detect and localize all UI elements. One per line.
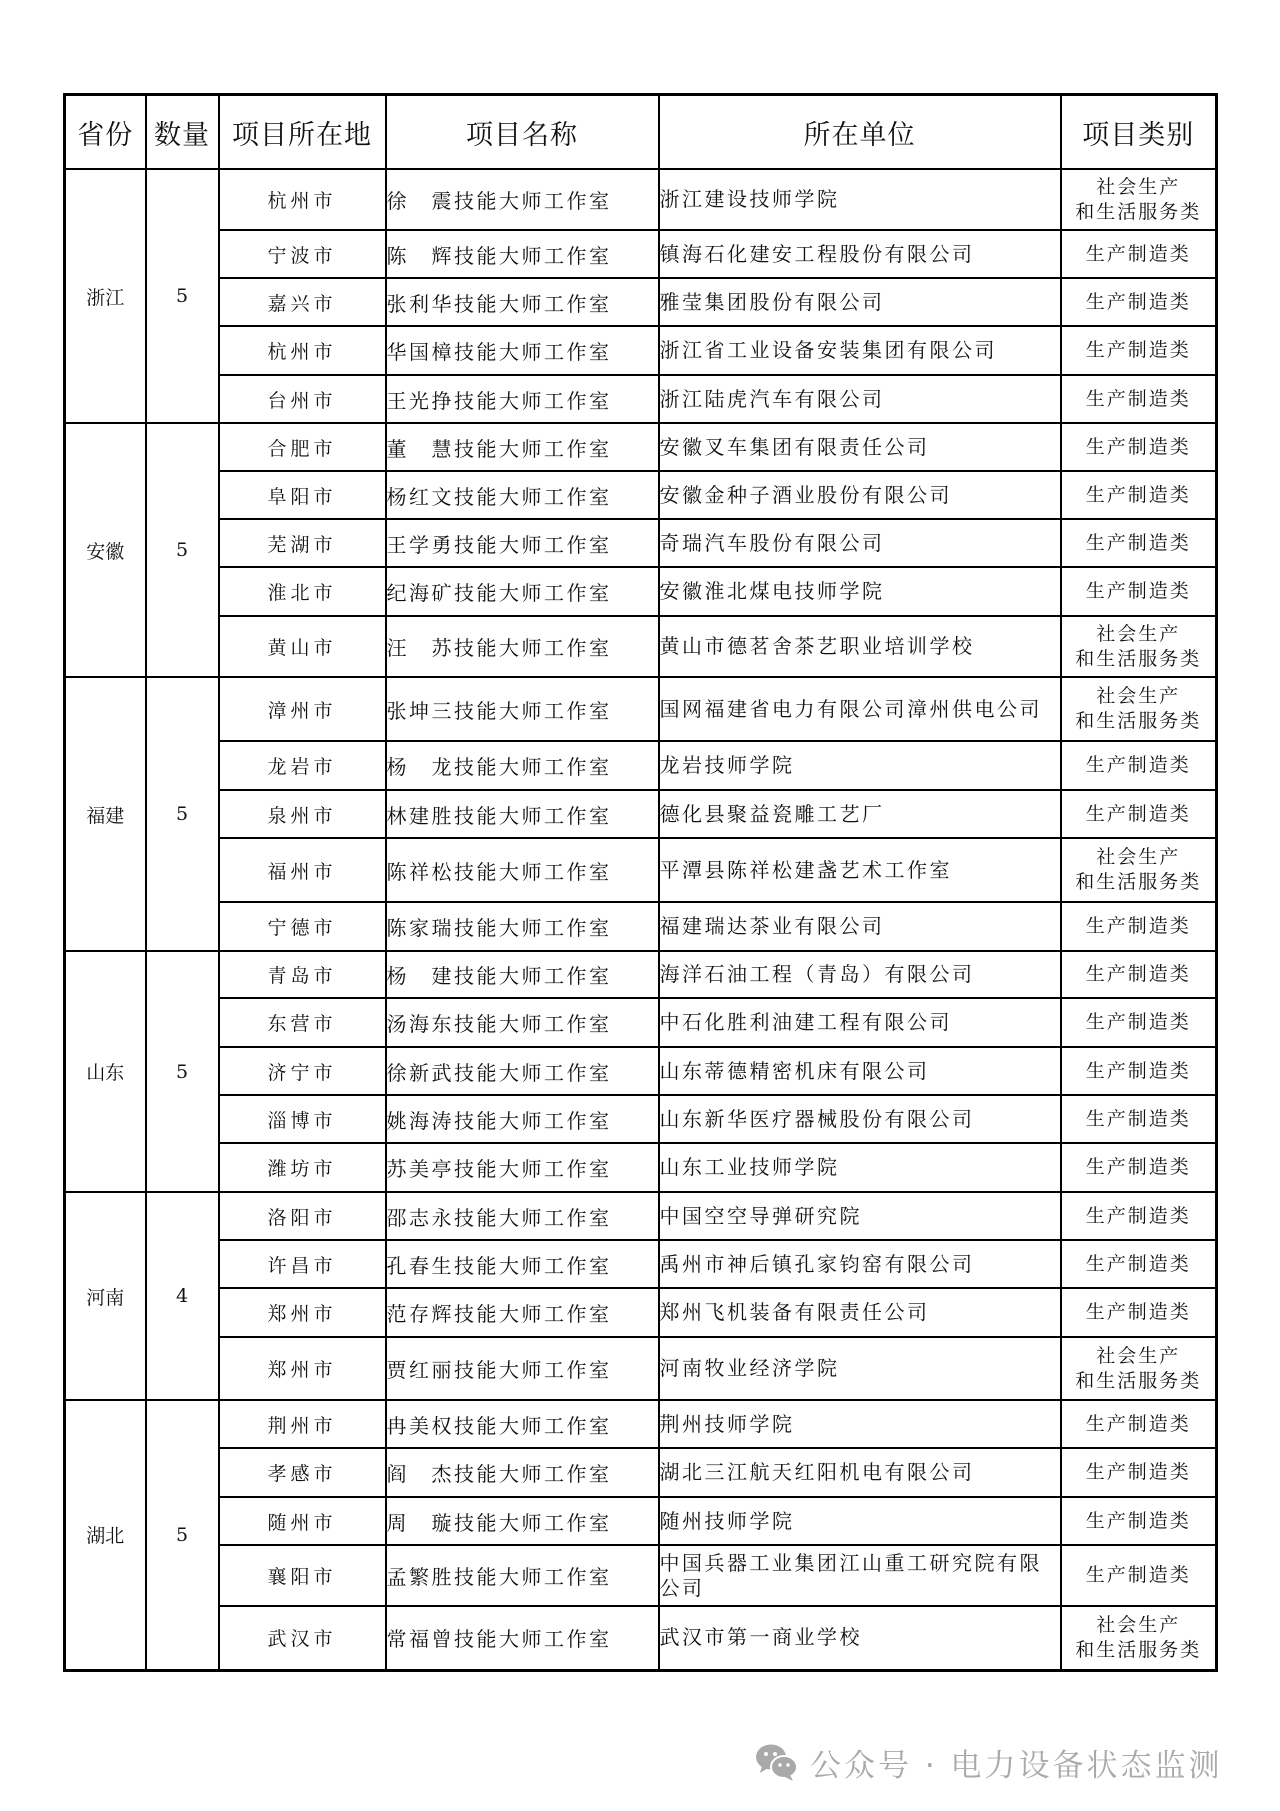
category-cell: 生产制造类 (1061, 471, 1217, 519)
category-cell: 生产制造类 (1061, 278, 1217, 326)
table-row (65, 278, 1217, 326)
city-cell: 杭州市 (219, 326, 386, 375)
count-cell: 5 (146, 951, 219, 1192)
project-name-cell: 陈家瑞技能大师工作室 (386, 902, 659, 951)
category-cell: 生产制造类 (1061, 1400, 1217, 1448)
unit-cell: 国网福建省电力有限公司漳州供电公司 (659, 677, 1061, 741)
city-cell: 淄博市 (219, 1095, 386, 1143)
table-row (65, 1497, 1217, 1545)
table-row (65, 998, 1217, 1047)
project-name-cell: 华国樟技能大师工作室 (386, 326, 659, 375)
city-cell: 武汉市 (219, 1606, 386, 1670)
city-cell: 嘉兴市 (219, 278, 386, 326)
category-cell: 生产制造类 (1061, 1545, 1217, 1606)
table-row (65, 375, 1217, 423)
header-location: 项目所在地 (219, 95, 386, 170)
table-row (65, 1095, 1217, 1143)
count-cell: 4 (146, 1192, 219, 1400)
project-name-cell: 常福曾技能大师工作室 (386, 1606, 659, 1670)
category-cell: 生产制造类 (1061, 1288, 1217, 1337)
project-name-cell: 贾红丽技能大师工作室 (386, 1337, 659, 1400)
city-cell: 泉州市 (219, 790, 386, 838)
unit-cell: 德化县聚益瓷雕工艺厂 (659, 790, 1061, 838)
unit-cell: 随州技师学院 (659, 1497, 1061, 1545)
province-cell: 浙江 (65, 169, 146, 423)
unit-cell: 湖北三江航天红阳机电有限公司 (659, 1448, 1061, 1497)
unit-cell: 海洋石油工程（青岛）有限公司 (659, 951, 1061, 998)
city-cell: 龙岩市 (219, 741, 386, 790)
table-row (65, 1047, 1217, 1095)
unit-cell: 平潭县陈祥松建盏艺术工作室 (659, 838, 1061, 902)
watermark-text: 公众号 · 电力设备状态监测 (810, 1747, 1223, 1784)
count-cell: 5 (146, 1400, 219, 1670)
project-name-cell: 阎 杰技能大师工作室 (386, 1448, 659, 1497)
unit-cell: 黄山市德茗舍茶艺职业培训学校 (659, 616, 1061, 677)
category-cell: 生产制造类 (1061, 902, 1217, 951)
category-cell: 社会生产 和生活服务类 (1061, 1337, 1217, 1400)
project-name-cell: 杨 建技能大师工作室 (386, 951, 659, 998)
city-cell: 随州市 (219, 1497, 386, 1545)
wechat-icon (754, 1742, 800, 1782)
header-project-name: 项目名称 (386, 95, 659, 170)
city-cell: 合肥市 (219, 423, 386, 471)
count-cell: 5 (146, 677, 219, 951)
header-province: 省份 (65, 95, 146, 170)
unit-cell: 中国兵器工业集团江山重工研究院有限公司 (659, 1545, 1061, 1606)
category-cell: 社会生产 和生活服务类 (1061, 677, 1217, 741)
province-cell: 河南 (65, 1192, 146, 1400)
table-row (65, 1545, 1217, 1606)
table-row (65, 838, 1217, 902)
table-row (65, 230, 1217, 278)
table-row (65, 1143, 1217, 1192)
city-cell: 济宁市 (219, 1047, 386, 1095)
project-name-cell: 徐新武技能大师工作室 (386, 1047, 659, 1095)
header-count: 数量 (146, 95, 219, 170)
table-row (65, 790, 1217, 838)
table-row (65, 169, 1217, 230)
table-row (65, 1448, 1217, 1497)
city-cell: 东营市 (219, 998, 386, 1047)
category-cell: 生产制造类 (1061, 1497, 1217, 1545)
count-cell: 5 (146, 169, 219, 423)
table-header-row (65, 95, 1217, 170)
category-cell: 生产制造类 (1061, 1192, 1217, 1240)
project-name-cell: 纪海矿技能大师工作室 (386, 567, 659, 616)
table-row (65, 677, 1217, 741)
project-name-cell: 陈祥松技能大师工作室 (386, 838, 659, 902)
category-cell: 生产制造类 (1061, 326, 1217, 375)
table-row (65, 326, 1217, 375)
project-name-cell: 苏美亭技能大师工作室 (386, 1143, 659, 1192)
city-cell: 宁波市 (219, 230, 386, 278)
table-row (65, 423, 1217, 471)
project-name-cell: 冉美权技能大师工作室 (386, 1400, 659, 1448)
unit-cell: 浙江陆虎汽车有限公司 (659, 375, 1061, 423)
unit-cell: 安徽叉车集团有限责任公司 (659, 423, 1061, 471)
project-name-cell: 陈 辉技能大师工作室 (386, 230, 659, 278)
table-row (65, 902, 1217, 951)
unit-cell: 中石化胜利油建工程有限公司 (659, 998, 1061, 1047)
unit-cell: 浙江省工业设备安装集团有限公司 (659, 326, 1061, 375)
unit-cell: 山东蒂德精密机床有限公司 (659, 1047, 1061, 1095)
project-name-cell: 汪 苏技能大师工作室 (386, 616, 659, 677)
unit-cell: 河南牧业经济学院 (659, 1337, 1061, 1400)
category-cell: 社会生产 和生活服务类 (1061, 169, 1217, 230)
province-cell: 福建 (65, 677, 146, 951)
city-cell: 福州市 (219, 838, 386, 902)
city-cell: 孝感市 (219, 1448, 386, 1497)
unit-cell: 山东工业技师学院 (659, 1143, 1061, 1192)
table-body (65, 169, 1217, 1670)
table-row (65, 616, 1217, 677)
city-cell: 阜阳市 (219, 471, 386, 519)
category-cell: 生产制造类 (1061, 567, 1217, 616)
table-row (65, 741, 1217, 790)
city-cell: 芜湖市 (219, 519, 386, 567)
project-name-cell: 董 慧技能大师工作室 (386, 423, 659, 471)
project-name-cell: 徐 震技能大师工作室 (386, 169, 659, 230)
category-cell: 社会生产 和生活服务类 (1061, 1606, 1217, 1670)
category-cell: 生产制造类 (1061, 951, 1217, 998)
table-row (65, 951, 1217, 998)
city-cell: 杭州市 (219, 169, 386, 230)
unit-cell: 龙岩技师学院 (659, 741, 1061, 790)
city-cell: 淮北市 (219, 567, 386, 616)
category-cell: 社会生产 和生活服务类 (1061, 838, 1217, 902)
city-cell: 郑州市 (219, 1288, 386, 1337)
table-row (65, 519, 1217, 567)
project-name-cell: 孟繁胜技能大师工作室 (386, 1545, 659, 1606)
project-name-cell: 范存辉技能大师工作室 (386, 1288, 659, 1337)
category-cell: 社会生产 和生活服务类 (1061, 616, 1217, 677)
city-cell: 襄阳市 (219, 1545, 386, 1606)
header-unit: 所在单位 (659, 95, 1061, 170)
unit-cell: 山东新华医疗器械股份有限公司 (659, 1095, 1061, 1143)
province-cell: 湖北 (65, 1400, 146, 1670)
project-name-cell: 孔春生技能大师工作室 (386, 1240, 659, 1288)
city-cell: 许昌市 (219, 1240, 386, 1288)
category-cell: 生产制造类 (1061, 1047, 1217, 1095)
unit-cell: 镇海石化建安工程股份有限公司 (659, 230, 1061, 278)
unit-cell: 奇瑞汽车股份有限公司 (659, 519, 1061, 567)
table-row (65, 567, 1217, 616)
workshop-list-table (63, 93, 1218, 1672)
category-cell: 生产制造类 (1061, 1240, 1217, 1288)
project-name-cell: 邵志永技能大师工作室 (386, 1192, 659, 1240)
project-name-cell: 周 璇技能大师工作室 (386, 1497, 659, 1545)
project-name-cell: 汤海东技能大师工作室 (386, 998, 659, 1047)
project-name-cell: 张坤三技能大师工作室 (386, 677, 659, 741)
city-cell: 青岛市 (219, 951, 386, 998)
city-cell: 郑州市 (219, 1337, 386, 1400)
unit-cell: 中国空空导弹研究院 (659, 1192, 1061, 1240)
city-cell: 黄山市 (219, 616, 386, 677)
city-cell: 台州市 (219, 375, 386, 423)
unit-cell: 浙江建设技师学院 (659, 169, 1061, 230)
project-name-cell: 王学勇技能大师工作室 (386, 519, 659, 567)
project-name-cell: 张利华技能大师工作室 (386, 278, 659, 326)
category-cell: 生产制造类 (1061, 230, 1217, 278)
unit-cell: 禹州市神后镇孔家钧窑有限公司 (659, 1240, 1061, 1288)
category-cell: 生产制造类 (1061, 1143, 1217, 1192)
category-cell: 生产制造类 (1061, 790, 1217, 838)
header-category: 项目类别 (1061, 95, 1217, 170)
project-name-cell: 杨红文技能大师工作室 (386, 471, 659, 519)
category-cell: 生产制造类 (1061, 1095, 1217, 1143)
unit-cell: 安徽金种子酒业股份有限公司 (659, 471, 1061, 519)
category-cell: 生产制造类 (1061, 741, 1217, 790)
unit-cell: 安徽淮北煤电技师学院 (659, 567, 1061, 616)
category-cell: 生产制造类 (1061, 423, 1217, 471)
city-cell: 宁德市 (219, 902, 386, 951)
category-cell: 生产制造类 (1061, 998, 1217, 1047)
category-cell: 生产制造类 (1061, 375, 1217, 423)
city-cell: 洛阳市 (219, 1192, 386, 1240)
table-row (65, 471, 1217, 519)
table-row (65, 1240, 1217, 1288)
project-name-cell: 林建胜技能大师工作室 (386, 790, 659, 838)
unit-cell: 福建瑞达茶业有限公司 (659, 902, 1061, 951)
project-name-cell: 王光挣技能大师工作室 (386, 375, 659, 423)
city-cell: 荆州市 (219, 1400, 386, 1448)
unit-cell: 荆州技师学院 (659, 1400, 1061, 1448)
category-cell: 生产制造类 (1061, 1448, 1217, 1497)
unit-cell: 雅莹集团股份有限公司 (659, 278, 1061, 326)
unit-cell: 郑州飞机装备有限责任公司 (659, 1288, 1061, 1337)
project-name-cell: 杨 龙技能大师工作室 (386, 741, 659, 790)
table-row (65, 1337, 1217, 1400)
table-row (65, 1192, 1217, 1240)
province-cell: 山东 (65, 951, 146, 1192)
table-row (65, 1400, 1217, 1448)
unit-cell: 武汉市第一商业学校 (659, 1606, 1061, 1670)
city-cell: 潍坊市 (219, 1143, 386, 1192)
count-cell: 5 (146, 423, 219, 677)
table-row (65, 1288, 1217, 1337)
table-row (65, 1606, 1217, 1670)
watermark (754, 1740, 1223, 1784)
category-cell: 生产制造类 (1061, 519, 1217, 567)
project-name-cell: 姚海涛技能大师工作室 (386, 1095, 659, 1143)
province-cell: 安徽 (65, 423, 146, 677)
city-cell: 漳州市 (219, 677, 386, 741)
